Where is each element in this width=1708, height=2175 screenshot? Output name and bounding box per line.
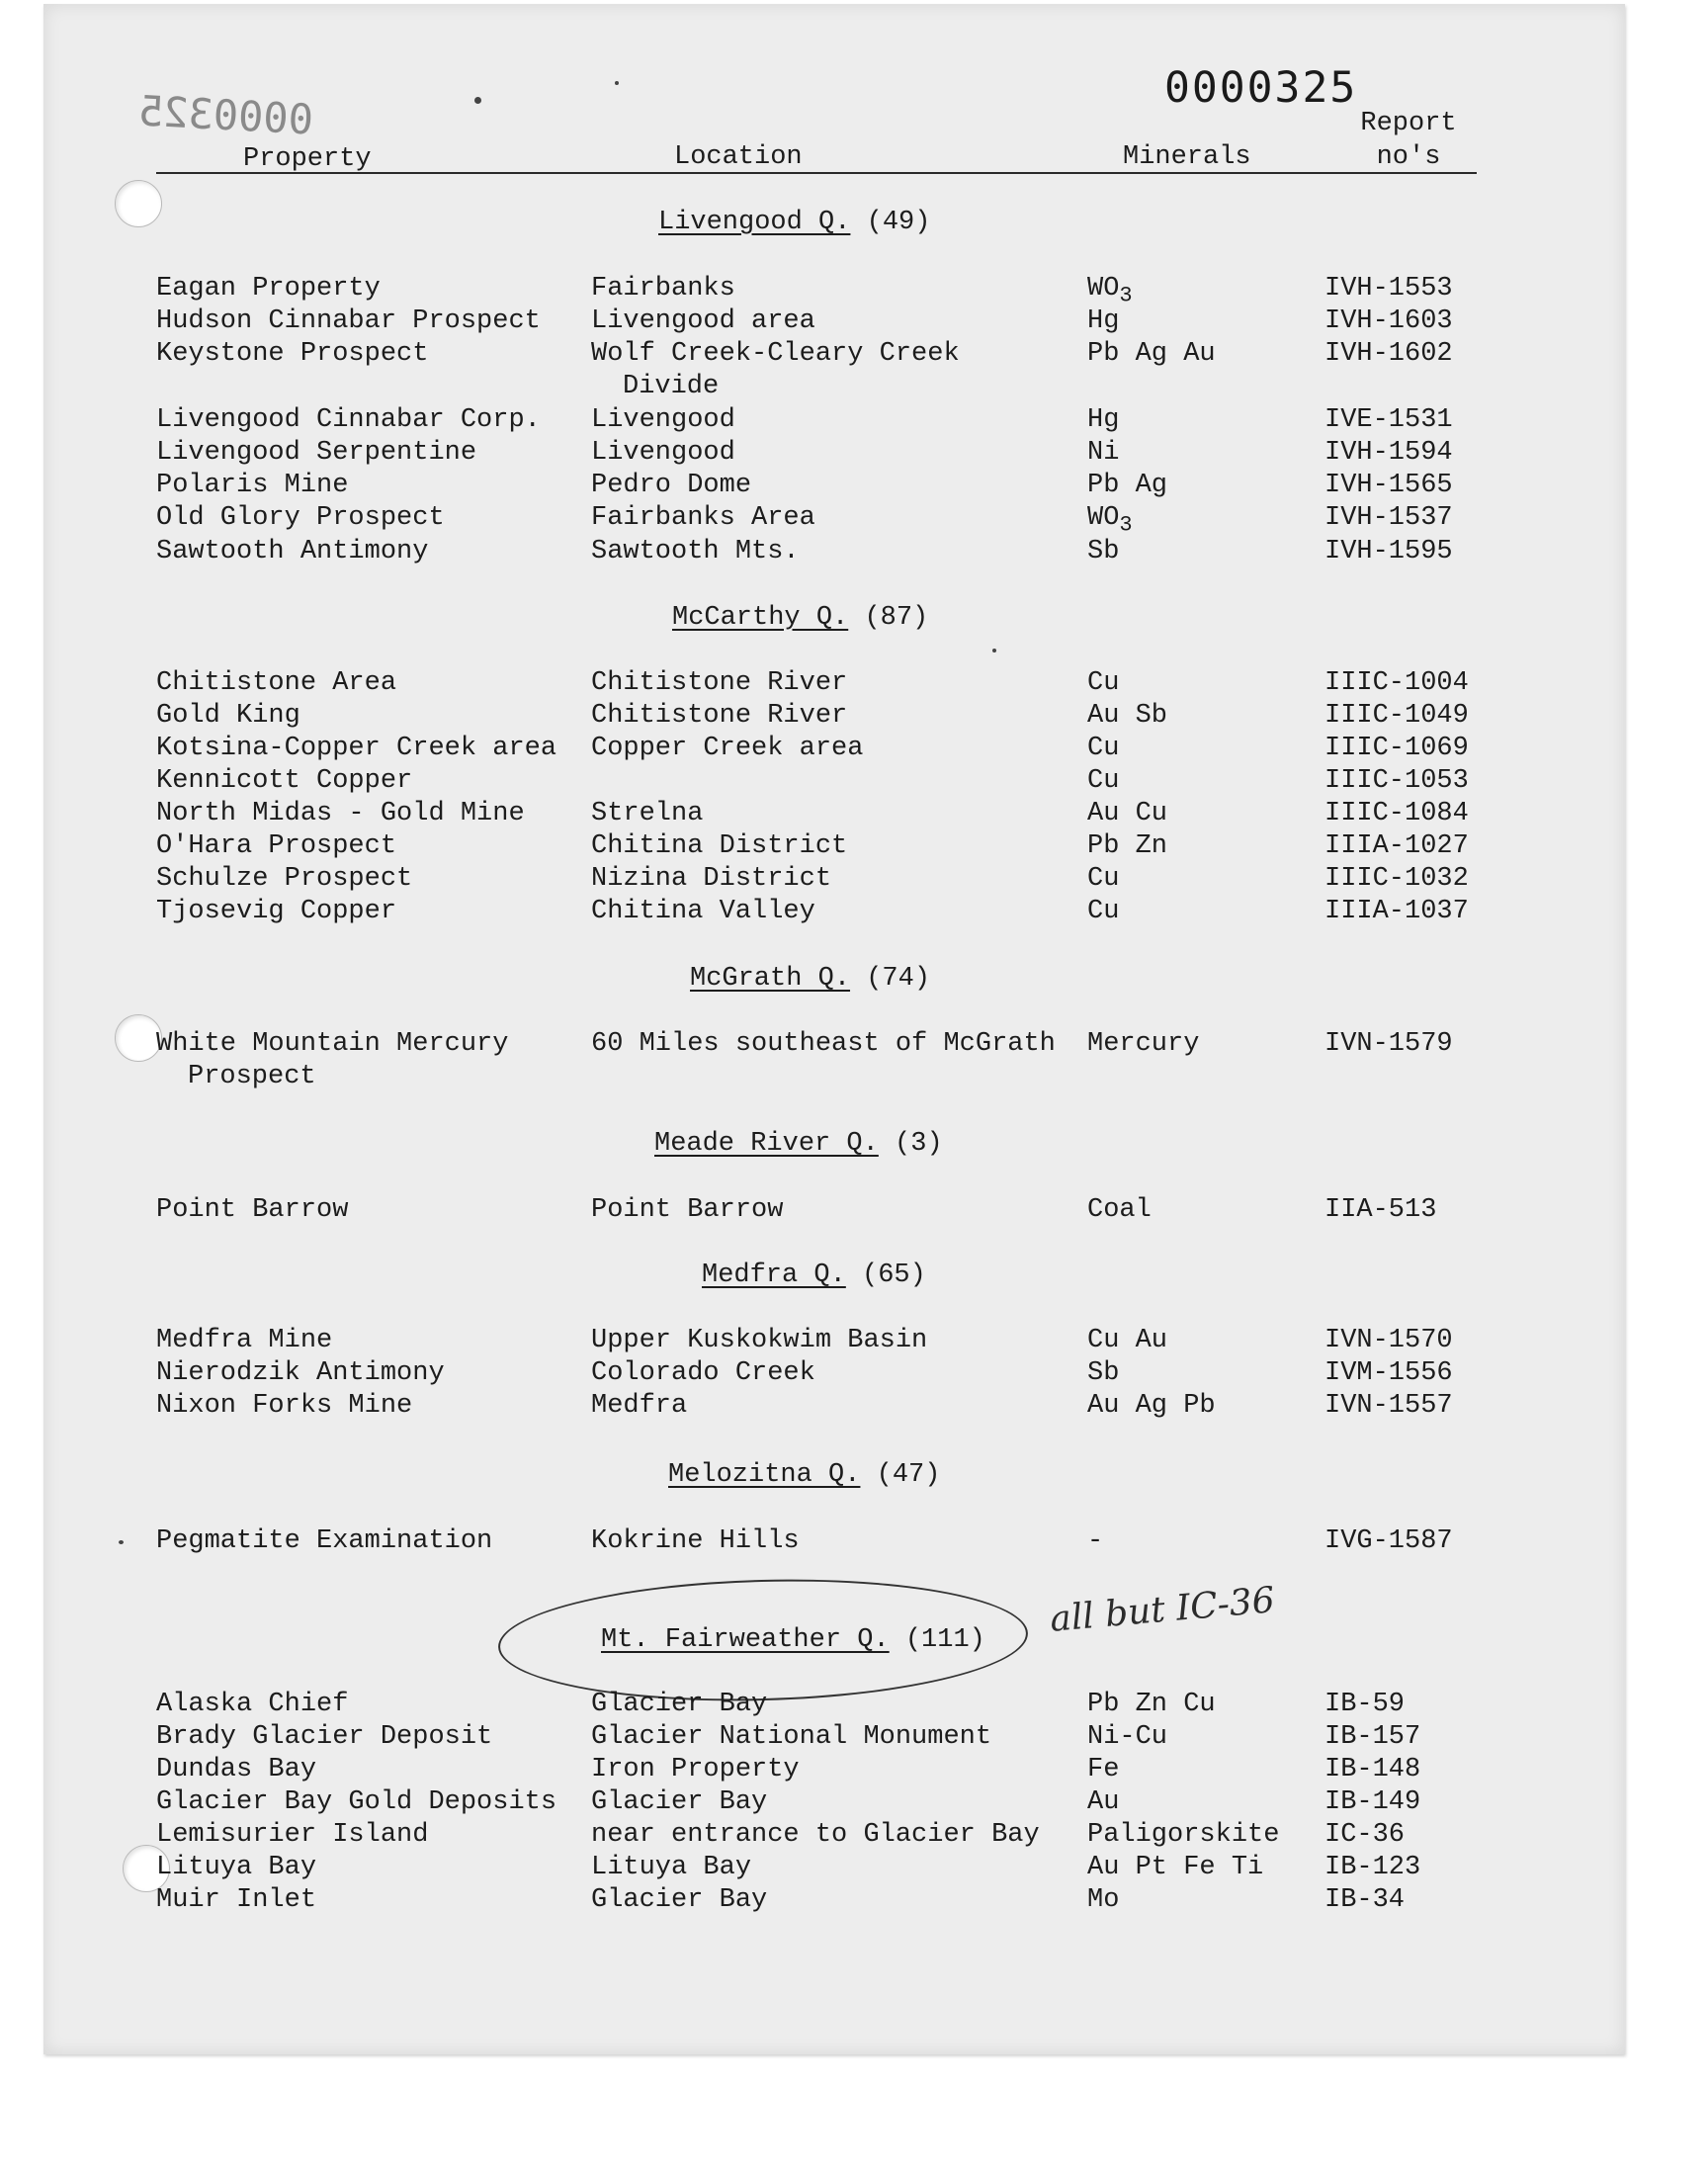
property-cell: Schulze Prospect — [156, 864, 413, 894]
location-cell: Colorado Creek — [591, 1358, 815, 1388]
table-row — [0, 305, 1708, 338]
property-cell: Polaris Mine — [156, 471, 349, 500]
table-row — [0, 273, 1708, 308]
table-row — [0, 765, 1708, 798]
property-cell: Pegmatite Examination — [156, 1526, 493, 1556]
location-cell: Glacier Bay — [591, 1690, 768, 1719]
minerals-cell — [1087, 667, 1119, 700]
header-report-line2: no's — [1376, 142, 1441, 172]
minerals-text: Coal — [1087, 1195, 1152, 1225]
property-cell: Livengood Serpentine — [156, 438, 477, 468]
report-cell: IIIA-1027 — [1324, 831, 1469, 861]
table-row — [0, 404, 1708, 437]
section-count: (3) — [895, 1129, 943, 1159]
minerals-cell — [1087, 305, 1119, 338]
report-cell: IB-149 — [1324, 1787, 1421, 1817]
location-cell: Livengood area — [591, 306, 815, 336]
minerals-cell — [1087, 1689, 1216, 1721]
property-cell: Kotsina-Copper Creek area — [156, 734, 557, 763]
location-cell: near entrance to Glacier Bay — [591, 1820, 1040, 1850]
minerals-subscript: 3 — [1119, 512, 1133, 538]
speck — [474, 97, 481, 104]
location-cell: Chitistone River — [591, 668, 848, 698]
minerals-text: Ni-Cu — [1087, 1722, 1168, 1752]
report-cell: IIIC-1004 — [1324, 668, 1469, 698]
section-count: (47) — [876, 1460, 941, 1490]
table-row — [0, 1525, 1708, 1558]
property-cell: Brady Glacier Deposit — [156, 1722, 493, 1752]
report-cell: IVM-1556 — [1324, 1358, 1453, 1388]
report-cell: IVH-1537 — [1324, 503, 1453, 533]
location-cell: Iron Property — [591, 1755, 800, 1784]
property-cell: Glacier Bay Gold Deposits — [156, 1787, 557, 1817]
report-cell: IIIC-1049 — [1324, 701, 1469, 731]
table-row — [0, 470, 1708, 502]
property-cell: Tjosevig Copper — [156, 897, 397, 926]
minerals-text: Au Pt Fe Ti — [1087, 1853, 1264, 1882]
table-row — [0, 502, 1708, 538]
property-cell: Hudson Cinnabar Prospect — [156, 306, 541, 336]
location-cell: Chitina Valley — [591, 897, 815, 926]
table-row — [0, 1884, 1708, 1917]
property-cell: Sawtooth Antimony — [156, 537, 429, 566]
minerals-cell — [1087, 1028, 1199, 1061]
location-cell: Lituya Bay — [591, 1853, 752, 1882]
location-cell: Wolf Creek-Cleary Creek — [591, 339, 960, 369]
minerals-text: Mo — [1087, 1885, 1120, 1915]
report-cell: IVE-1531 — [1324, 405, 1453, 435]
minerals-cell — [1087, 1194, 1152, 1227]
minerals-cell — [1087, 1325, 1167, 1357]
minerals-text: Sb — [1087, 537, 1120, 566]
section-count: (65) — [862, 1261, 926, 1290]
location-cell: Livengood — [591, 405, 735, 435]
property-cell: Lemisurier Island — [156, 1820, 429, 1850]
minerals-text: Paligorskite — [1087, 1820, 1280, 1850]
property-cell: Gold King — [156, 701, 300, 731]
location-cell: Sawtooth Mts. — [591, 537, 800, 566]
document-number: 0000325 — [1164, 63, 1358, 113]
table-row — [0, 1357, 1708, 1390]
report-cell: IVH-1553 — [1324, 274, 1453, 304]
minerals-text: WO — [1087, 274, 1120, 304]
minerals-cell — [1087, 863, 1119, 896]
report-cell: IB-59 — [1324, 1690, 1406, 1719]
location-cell: Point Barrow — [591, 1195, 784, 1225]
location-cell: Strelna — [591, 799, 704, 828]
minerals-text: Cu — [1087, 864, 1120, 894]
property-cell: Keystone Prospect — [156, 339, 429, 369]
property-cell: Muir Inlet — [156, 1885, 317, 1915]
header-rule — [156, 172, 1477, 174]
speck — [992, 649, 996, 652]
section-name: McGrath Q. — [690, 964, 851, 994]
report-cell: IC-36 — [1324, 1820, 1406, 1850]
table-row — [0, 536, 1708, 568]
section-title — [658, 206, 930, 239]
property-cell: O'Hara Prospect — [156, 831, 397, 861]
report-cell: IVN-1557 — [1324, 1391, 1453, 1421]
location-cell: Fairbanks — [591, 274, 735, 304]
minerals-text: Pb Ag — [1087, 471, 1168, 500]
property-cell: Medfra Mine — [156, 1326, 333, 1355]
section-name: Medfra Q. — [702, 1261, 846, 1290]
table-row — [0, 1325, 1708, 1357]
location-cell: Chitina District — [591, 831, 848, 861]
table-row — [0, 1819, 1708, 1852]
header-location: Location — [674, 142, 803, 172]
table-row — [0, 1721, 1708, 1754]
report-cell: IB-148 — [1324, 1755, 1421, 1784]
report-cell: IVH-1594 — [1324, 438, 1453, 468]
property-cell: White Mountain Mercury — [156, 1029, 509, 1059]
minerals-cell — [1087, 1786, 1119, 1819]
minerals-cell — [1087, 830, 1167, 863]
location-cell: Pedro Dome — [591, 471, 752, 500]
property-continuation: Prospect — [188, 1062, 316, 1091]
section-name: Livengood Q. — [658, 208, 851, 237]
report-cell: IIIC-1069 — [1324, 734, 1469, 763]
location-cell: Glacier Bay — [591, 1787, 768, 1817]
table-row — [0, 667, 1708, 700]
section-name: Meade River Q. — [654, 1129, 879, 1159]
minerals-text: Ni — [1087, 438, 1120, 468]
location-cell: 60 Miles southeast of McGrath — [591, 1029, 1056, 1059]
section-count: (49) — [866, 208, 931, 237]
report-cell: IIA-513 — [1324, 1195, 1437, 1225]
header-report-nos — [1334, 107, 1483, 174]
minerals-cell — [1087, 1357, 1119, 1390]
minerals-cell — [1087, 404, 1119, 437]
minerals-cell — [1087, 536, 1119, 568]
report-cell: IIIC-1053 — [1324, 766, 1469, 796]
location-cell: Fairbanks Area — [591, 503, 815, 533]
table-row — [0, 437, 1708, 470]
minerals-text: Cu — [1087, 897, 1120, 926]
report-cell: IVN-1579 — [1324, 1029, 1453, 1059]
minerals-cell — [1087, 896, 1119, 928]
minerals-cell — [1087, 470, 1167, 502]
header-minerals: Minerals — [1123, 142, 1251, 172]
property-cell: Eagan Property — [156, 274, 381, 304]
table-row — [0, 733, 1708, 765]
section-title — [601, 1623, 985, 1657]
table-row — [0, 1852, 1708, 1884]
table-row — [0, 1028, 1708, 1061]
section-name: Mt. Fairweather Q. — [601, 1625, 890, 1655]
minerals-text: Au Ag Pb — [1087, 1391, 1216, 1421]
header-property: Property — [243, 144, 372, 174]
minerals-text: Au Sb — [1087, 701, 1168, 731]
table-row — [0, 1194, 1708, 1227]
minerals-cell — [1087, 437, 1119, 470]
minerals-cell — [1087, 1390, 1216, 1423]
section-count: (74) — [866, 964, 931, 994]
section-name: McCarthy Q. — [672, 603, 849, 633]
handwritten-annotation: all but IC-36 — [1048, 1580, 1277, 1640]
minerals-text: Pb Zn — [1087, 831, 1168, 861]
property-cell: Kennicott Copper — [156, 766, 413, 796]
report-cell: IB-123 — [1324, 1853, 1421, 1882]
minerals-text: Hg — [1087, 306, 1120, 336]
minerals-text: Hg — [1087, 405, 1120, 435]
section-name: Melozitna Q. — [668, 1460, 861, 1490]
section-title — [702, 1259, 926, 1292]
minerals-text: Cu — [1087, 734, 1120, 763]
minerals-text: Au Cu — [1087, 799, 1168, 828]
section-count: (87) — [864, 603, 929, 633]
minerals-cell — [1087, 700, 1167, 733]
mirrored-stamp: 0000325 — [136, 86, 315, 144]
speck — [615, 81, 619, 85]
minerals-cell — [1087, 1721, 1167, 1754]
location-cell: Livengood — [591, 438, 735, 468]
table-row — [0, 896, 1708, 928]
minerals-text: WO — [1087, 503, 1120, 533]
minerals-text: Pb Ag Au — [1087, 339, 1216, 369]
table-row — [0, 700, 1708, 733]
minerals-text: Sb — [1087, 1358, 1120, 1388]
section-title — [690, 962, 930, 996]
report-cell: IVH-1595 — [1324, 537, 1453, 566]
minerals-cell — [1087, 798, 1167, 830]
location-cell: Chitistone River — [591, 701, 848, 731]
speck — [119, 1540, 124, 1544]
property-cell: Chitistone Area — [156, 668, 397, 698]
minerals-cell — [1087, 1525, 1103, 1558]
property-cell: Nierodzik Antimony — [156, 1358, 445, 1388]
property-cell: Point Barrow — [156, 1195, 349, 1225]
report-cell: IVH-1565 — [1324, 471, 1453, 500]
table-row — [0, 1786, 1708, 1819]
minerals-text: Mercury — [1087, 1029, 1200, 1059]
minerals-text: Au — [1087, 1787, 1120, 1817]
table-row — [0, 1754, 1708, 1786]
table-row — [0, 863, 1708, 896]
minerals-text: Fe — [1087, 1755, 1120, 1784]
minerals-cell — [1087, 338, 1216, 371]
location-cell: Copper Creek area — [591, 734, 864, 763]
property-cell: Dundas Bay — [156, 1755, 317, 1784]
table-row — [0, 1390, 1708, 1423]
report-cell: IIIC-1084 — [1324, 799, 1469, 828]
minerals-cell — [1087, 1884, 1119, 1917]
property-cell: Nixon Forks Mine — [156, 1391, 413, 1421]
property-cell: Livengood Cinnabar Corp. — [156, 405, 541, 435]
location-cell: Medfra — [591, 1391, 688, 1421]
location-cell: Upper Kuskokwim Basin — [591, 1326, 928, 1355]
report-cell: IVH-1602 — [1324, 339, 1453, 369]
property-cell: Old Glory Prospect — [156, 503, 445, 533]
table-row — [0, 1689, 1708, 1721]
report-cell: IB-34 — [1324, 1885, 1406, 1915]
location-cell: Kokrine Hills — [591, 1526, 800, 1556]
table-row — [0, 338, 1708, 371]
property-cell: Lituya Bay — [156, 1853, 317, 1882]
minerals-text: Pb Zn Cu — [1087, 1690, 1216, 1719]
table-row — [0, 798, 1708, 830]
minerals-cell — [1087, 1754, 1119, 1786]
location-cell: Glacier Bay — [591, 1885, 768, 1915]
location-continuation: Divide — [623, 372, 720, 401]
section-title — [654, 1127, 943, 1161]
location-cell: Nizina District — [591, 864, 832, 894]
report-cell: IVN-1570 — [1324, 1326, 1453, 1355]
section-count: (111) — [904, 1625, 985, 1655]
property-cell: Alaska Chief — [156, 1690, 349, 1719]
property-cell: North Midas - Gold Mine — [156, 799, 525, 828]
minerals-cell — [1087, 733, 1119, 765]
header-report-line1: Report — [1360, 109, 1457, 138]
section-title — [668, 1458, 940, 1492]
minerals-cell — [1087, 1819, 1279, 1852]
minerals-cell — [1087, 765, 1119, 798]
report-cell: IVG-1587 — [1324, 1526, 1453, 1556]
minerals-text: - — [1087, 1526, 1104, 1556]
location-cell: Glacier National Monument — [591, 1722, 992, 1752]
report-cell: IIIC-1032 — [1324, 864, 1469, 894]
table-row — [0, 830, 1708, 863]
minerals-text: Cu — [1087, 766, 1120, 796]
minerals-subscript: 3 — [1119, 283, 1133, 308]
report-cell: IIIA-1037 — [1324, 897, 1469, 926]
report-cell: IVH-1603 — [1324, 306, 1453, 336]
section-title — [672, 601, 928, 635]
report-cell: IB-157 — [1324, 1722, 1421, 1752]
minerals-cell — [1087, 1852, 1263, 1884]
punch-hole-top — [115, 180, 162, 227]
minerals-text: Cu — [1087, 668, 1120, 698]
minerals-text: Cu Au — [1087, 1326, 1168, 1355]
